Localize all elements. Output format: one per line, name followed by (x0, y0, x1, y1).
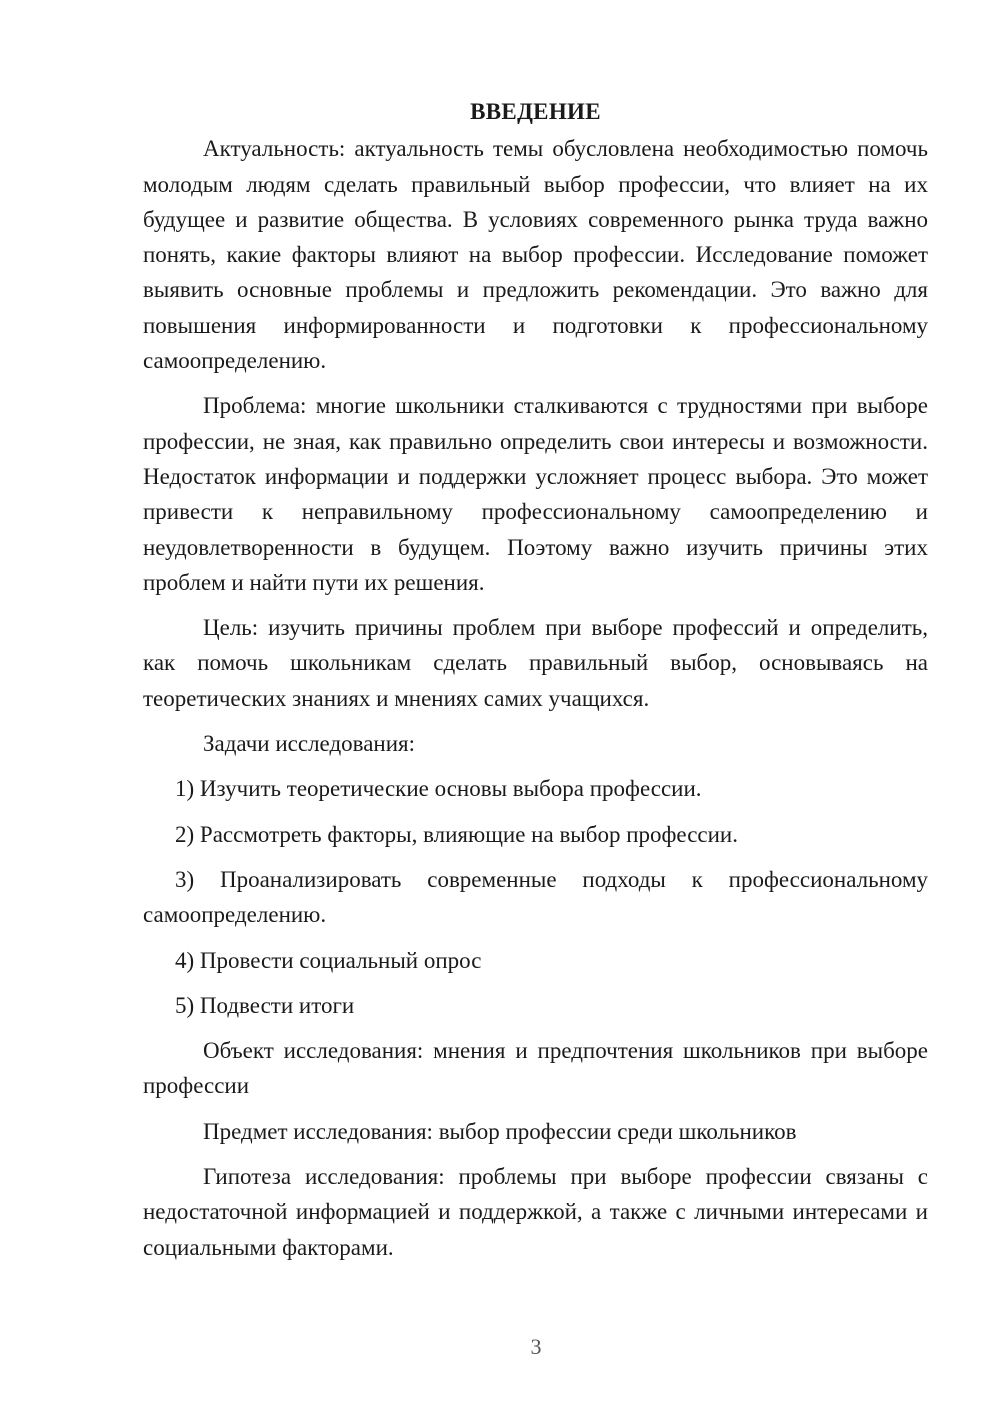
problem-paragraph: Проблема: многие школьники сталкиваются с трудностями при выборе профессии, не зная, как правильно определить свои интересы и возможности. Недостаток информации и поддержки усложняет процесс выбора. Это может привести к неправильному профессиональному самоопределению и неудовлетворенности в будущем. Поэтому важно изучить причины этих проблем и найти пути их решения. (143, 393, 928, 595)
task-item-2: 2) Рассмотреть факторы, влияющие на выбор профессии. (175, 821, 738, 847)
page-number: 3 (530, 1334, 542, 1359)
relevance-paragraph: Актуальность: актуальность темы обусловлена необходимостью помочь молодым людям сделать правильный выбор профессии, что влияет на их будущее и развитие общества. В условиях современного рынка труда важно понять, какие факторы влияют на выбор профессии. Исследование поможет выявить основные проблемы и предложить рекомендации. Это важно для повышения информированности и подготовки к профессиональному самоопределению. (143, 136, 928, 374)
section-title: ВВЕДЕНИЕ (470, 99, 601, 124)
task-item-3: 3) Проанализировать современные подходы к профессиональному самоопределению. (143, 866, 928, 928)
object-paragraph: Объект исследования: мнения и предпочтения школьников при выборе профессии (143, 1038, 928, 1099)
goal-paragraph: Цель: изучить причины проблем при выборе профессий и определить, как помочь школьникам сделать правильный выбор, основываясь на теоретических знаниях и мнениях самих учащихся. (143, 615, 928, 711)
task-item-4: 4) Провести социальный опрос (175, 947, 482, 973)
task-item-5: 5) Подвести итоги (175, 992, 355, 1018)
hypothesis-paragraph: Гипотеза исследования: проблемы при выборе профессии связаны с недостаточной информацией и поддержкой, а также с личными интересами и социальными факторами. (143, 1164, 928, 1260)
task-item-1: 1) Изучить теоретические основы выбора профессии. (175, 776, 702, 802)
subject-paragraph: Предмет исследования: выбор профессии среди школьников (203, 1118, 797, 1144)
page-content (143, 94, 928, 1275)
tasks-heading: Задачи исследования: (203, 731, 416, 757)
